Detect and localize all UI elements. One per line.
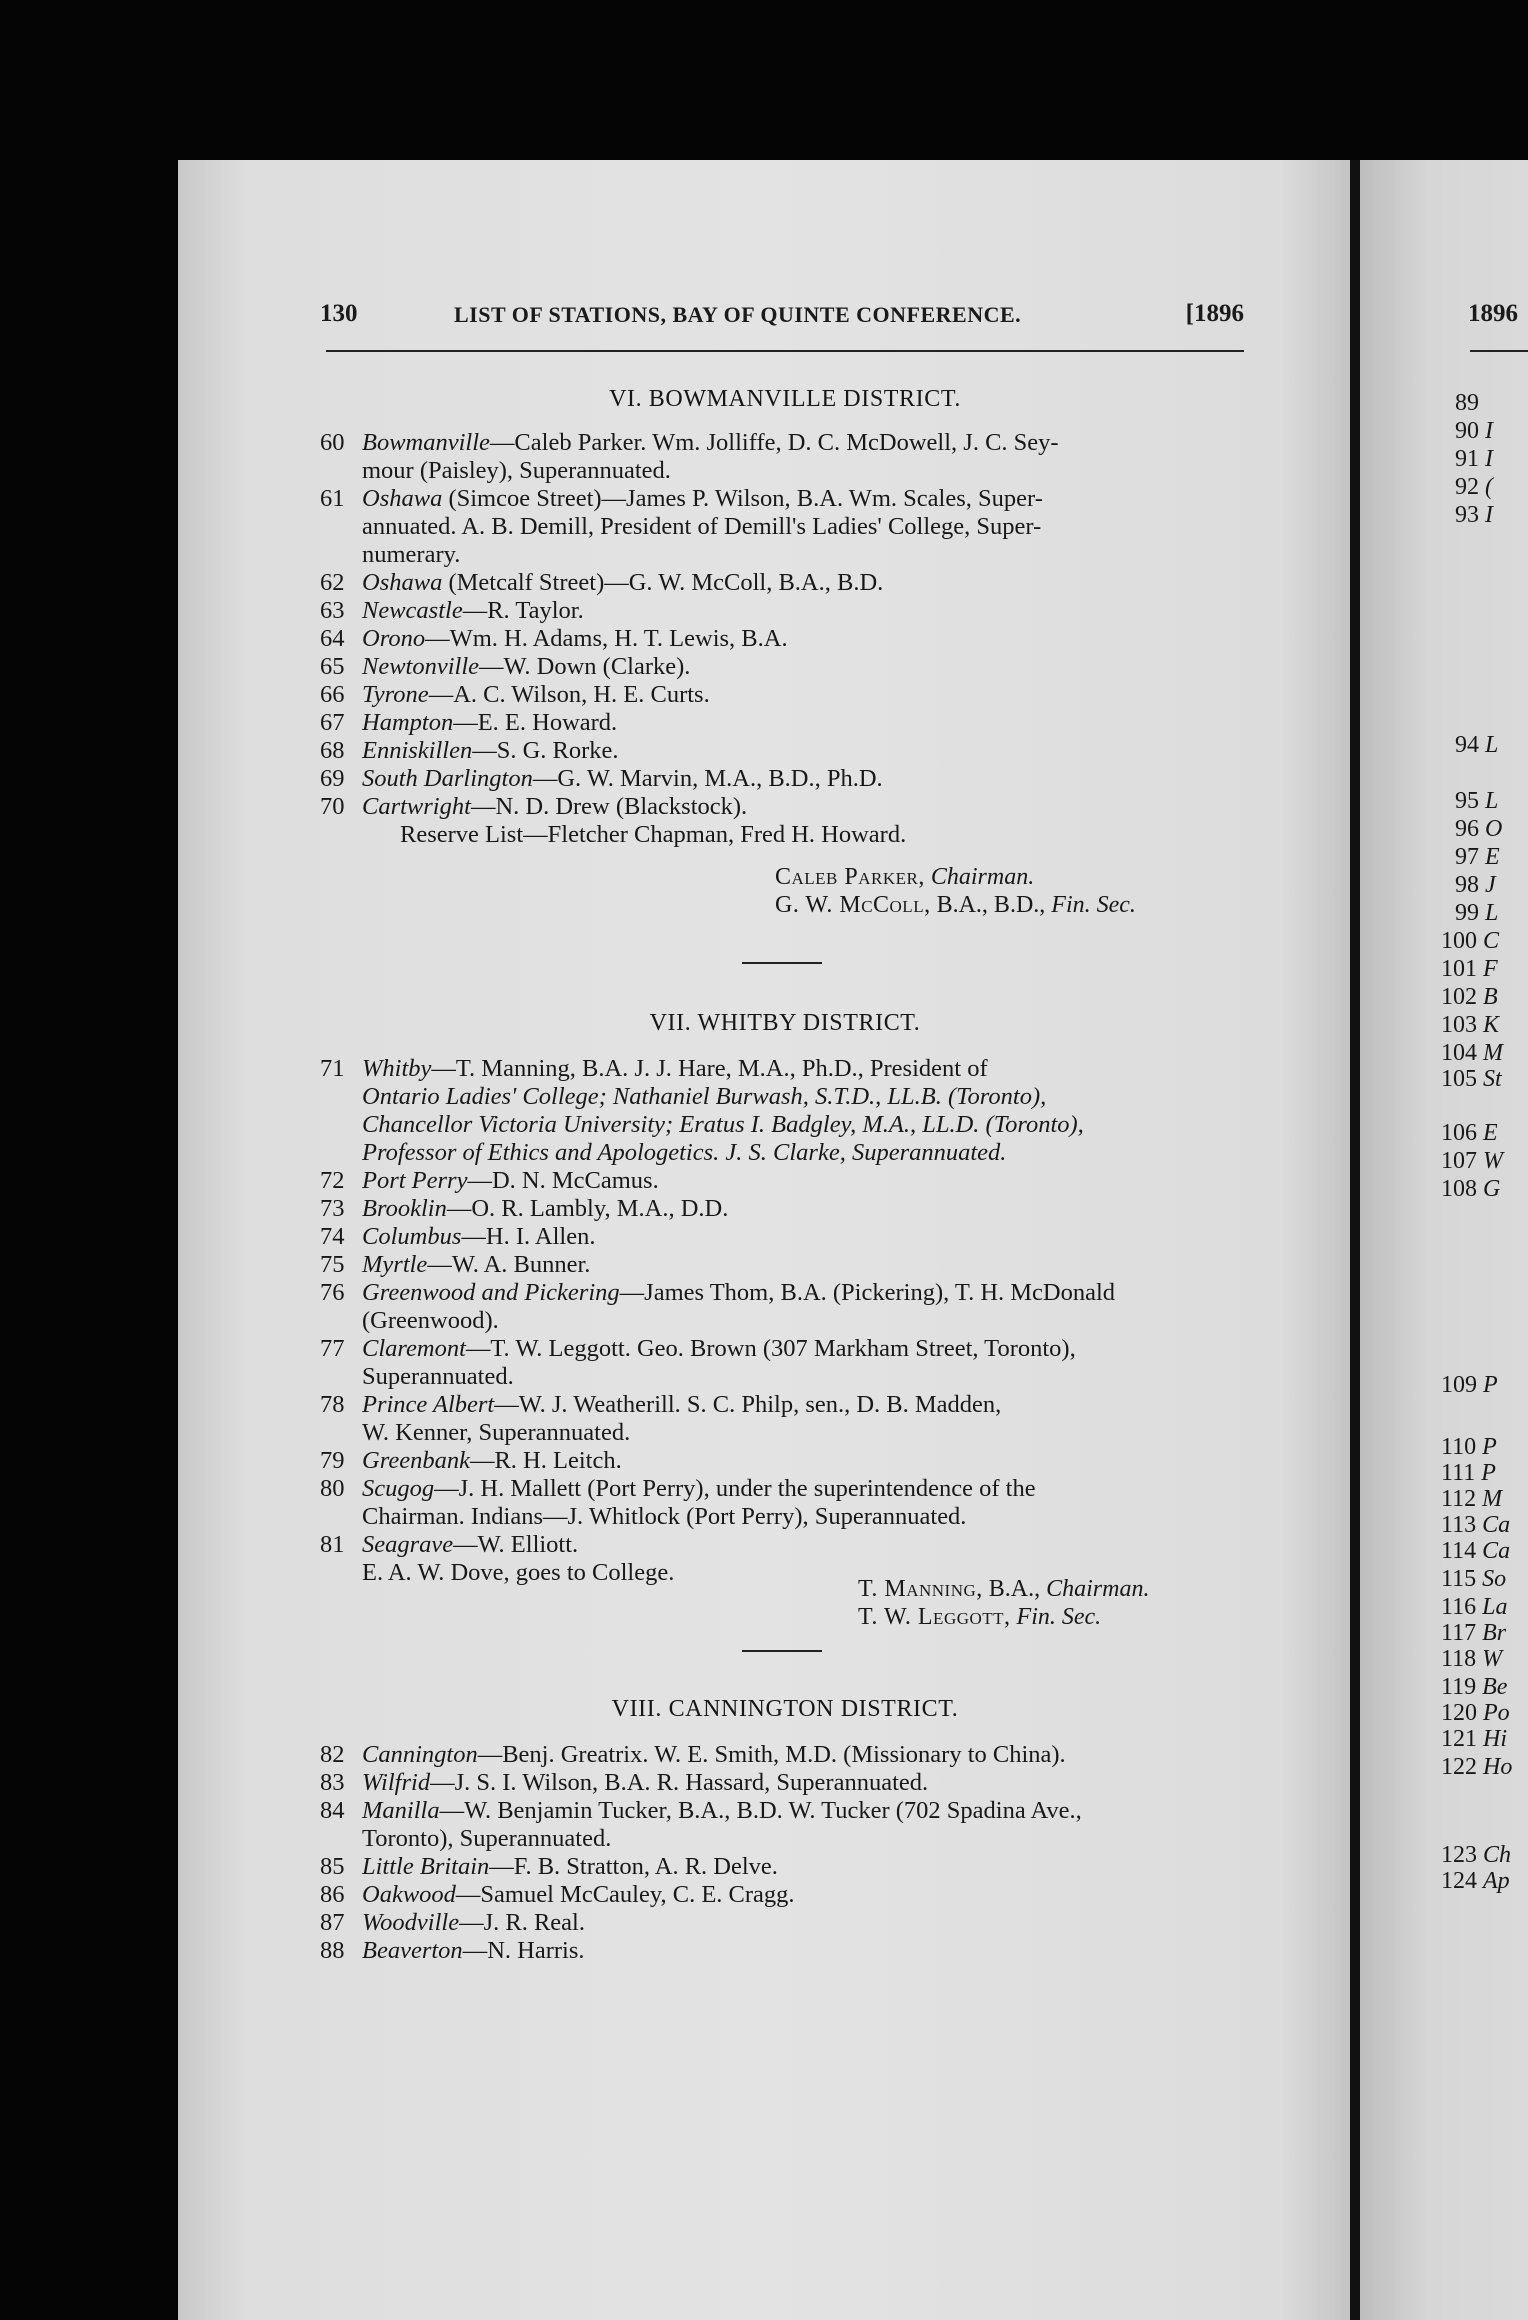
entry-number: 60 bbox=[320, 429, 345, 456]
entry bbox=[320, 1168, 1248, 1194]
facing-entry bbox=[1441, 1486, 1502, 1513]
facing-entry-number: 91 bbox=[1455, 446, 1485, 472]
entry-number: 87 bbox=[320, 1909, 345, 1936]
fin-sec-name: T. W. Leggott, bbox=[858, 1604, 1011, 1630]
facing-entry-fragment: P bbox=[1481, 1460, 1496, 1486]
facing-entry bbox=[1441, 1646, 1502, 1673]
station-name: Whitby bbox=[362, 1055, 432, 1082]
entry-number: 85 bbox=[320, 1853, 345, 1880]
facing-entry-number: 104 bbox=[1441, 1040, 1483, 1066]
entry bbox=[320, 570, 1248, 596]
entry-text: —W. J. Weatherill. S. C. Philp, sen., D. B. Madden, bbox=[494, 1391, 1002, 1418]
facing-entry-number: 98 bbox=[1455, 872, 1485, 898]
facing-entry bbox=[1455, 788, 1498, 815]
station-name: Beaverton bbox=[362, 1937, 463, 1964]
facing-entry-fragment: Ca bbox=[1482, 1512, 1511, 1538]
chairman-degrees: B.A., bbox=[988, 1576, 1041, 1602]
running-head bbox=[320, 300, 1244, 338]
facing-entry-number: 101 bbox=[1441, 956, 1483, 982]
entry-continuation: mour (Paisley), Superannuated. bbox=[362, 457, 671, 484]
entry-number: 84 bbox=[320, 1797, 345, 1824]
facing-entry-fragment: L bbox=[1485, 788, 1499, 814]
entry bbox=[320, 654, 1248, 680]
entry-number: 77 bbox=[320, 1335, 345, 1362]
entry-number: 71 bbox=[320, 1055, 345, 1082]
facing-entry bbox=[1441, 1674, 1507, 1701]
entry-text: —R. H. Leitch. bbox=[469, 1447, 622, 1474]
station-name: Manilla bbox=[362, 1797, 440, 1824]
entry-number: 64 bbox=[320, 625, 345, 652]
entry-number: 66 bbox=[320, 681, 345, 708]
facing-entry-fragment: E bbox=[1483, 1120, 1498, 1146]
facing-entry bbox=[1441, 1700, 1510, 1727]
facing-entry-fragment: La bbox=[1482, 1594, 1508, 1620]
entry-text: (Simcoe Street)—James P. Wilson, B.A. Wm. Scales, Super- bbox=[442, 485, 1043, 512]
entry-continuation: Ontario Ladies' College; Nathaniel Burwash, S.T.D., LL.B. (Toronto), bbox=[362, 1083, 1047, 1110]
facing-entry-number: 122 bbox=[1441, 1754, 1483, 1780]
station-name: Cartwright bbox=[362, 793, 471, 820]
facing-entry-number: 96 bbox=[1455, 816, 1485, 842]
entry-text: —R. Taylor. bbox=[462, 597, 584, 624]
facing-entry-fragment: J bbox=[1485, 872, 1496, 898]
station-name: Brooklin bbox=[362, 1195, 447, 1222]
running-title: LIST OF STATIONS, BAY OF QUINTE CONFERENCE. bbox=[454, 302, 1022, 327]
station-name: Tyrone bbox=[362, 681, 429, 708]
page-gutter bbox=[1350, 160, 1360, 2320]
section-heading: VII. WHITBY DISTRICT. bbox=[649, 1010, 921, 1036]
facing-entry-number: 106 bbox=[1441, 1120, 1483, 1146]
facing-entry-number: 92 bbox=[1455, 474, 1485, 500]
facing-entry-number: 93 bbox=[1455, 502, 1485, 528]
facing-entry bbox=[1455, 418, 1493, 445]
station-name: Oshawa bbox=[362, 569, 443, 596]
entry-continuation: Chairman. Indians—J. Whitlock (Port Perry), Superannuated. bbox=[362, 1503, 967, 1530]
entry-text: —W. Down (Clarke). bbox=[479, 653, 691, 680]
facing-entry-number: 118 bbox=[1441, 1646, 1483, 1672]
entry-text: —Benj. Greatrix. W. E. Smith, M.D. (Missionary to China). bbox=[477, 1741, 1066, 1768]
facing-entry-fragment: E bbox=[1485, 844, 1500, 870]
station-name: Orono bbox=[362, 625, 426, 652]
entry bbox=[320, 626, 1248, 652]
facing-entry-number: 110 bbox=[1441, 1434, 1483, 1460]
entry bbox=[320, 1938, 1248, 1964]
facing-header-rule bbox=[1470, 350, 1528, 352]
entry-number: 88 bbox=[320, 1937, 345, 1964]
facing-entry-fragment: Po bbox=[1483, 1700, 1510, 1726]
facing-page-year: 1896 bbox=[1468, 300, 1518, 327]
station-name: South Darlington bbox=[362, 765, 533, 792]
entry-number: 80 bbox=[320, 1475, 345, 1502]
facing-entry bbox=[1441, 1754, 1512, 1781]
facing-entry bbox=[1441, 1726, 1507, 1753]
entry bbox=[320, 682, 1248, 708]
entry-text: —E. E. Howard. bbox=[453, 709, 618, 736]
facing-entry-number: 121 bbox=[1441, 1726, 1483, 1752]
header-rule bbox=[326, 350, 1244, 352]
fin-sec-title: Fin. Sec. bbox=[1051, 892, 1136, 918]
facing-entry bbox=[1455, 732, 1498, 759]
entry-number: 79 bbox=[320, 1447, 345, 1474]
fin-sec-signature bbox=[858, 1604, 1101, 1631]
station-name: Myrtle bbox=[362, 1251, 428, 1278]
facing-entry bbox=[1441, 1176, 1500, 1203]
entry-text: —T. Manning, B.A. J. J. Hare, M.A., Ph.D., President of bbox=[431, 1055, 988, 1082]
facing-entry-number: 119 bbox=[1441, 1674, 1483, 1700]
entry-text: —F. B. Stratton, A. R. Delve. bbox=[489, 1853, 778, 1880]
station-name: Claremont bbox=[362, 1335, 466, 1362]
station-name: Hampton bbox=[362, 709, 454, 736]
facing-entry bbox=[1441, 1842, 1511, 1869]
facing-entry-fragment: G bbox=[1483, 1176, 1501, 1202]
facing-entry-fragment: L bbox=[1485, 900, 1499, 926]
facing-entry-number: 116 bbox=[1441, 1594, 1483, 1620]
facing-entry bbox=[1441, 1012, 1499, 1039]
facing-entry-fragment: L bbox=[1485, 732, 1499, 758]
facing-entry-fragment: M bbox=[1483, 1040, 1503, 1066]
entry bbox=[320, 486, 1248, 512]
entry-text: —W. A. Bunner. bbox=[427, 1251, 591, 1278]
facing-entry-fragment: Ca bbox=[1482, 1538, 1511, 1564]
station-name: Little Britain bbox=[362, 1853, 490, 1880]
facing-entry bbox=[1441, 984, 1498, 1011]
reserve-list: E. A. W. Dove, goes to College. bbox=[362, 1559, 675, 1586]
facing-entry-fragment: St bbox=[1483, 1066, 1502, 1092]
entry-continuation: Superannuated. bbox=[362, 1363, 514, 1390]
entry-text: —T. W. Leggott. Geo. Brown (307 Markham Street, Toronto), bbox=[465, 1335, 1076, 1362]
entry-text: —D. N. McCamus. bbox=[467, 1167, 659, 1194]
facing-entry bbox=[1441, 1434, 1497, 1461]
facing-entry-number: 120 bbox=[1441, 1700, 1483, 1726]
facing-entry-fragment: W bbox=[1483, 1148, 1503, 1174]
chairman-signature bbox=[775, 864, 1034, 891]
facing-entry-fragment: Ch bbox=[1483, 1842, 1512, 1868]
facing-entry-fragment: F bbox=[1483, 956, 1498, 982]
fin-sec-signature bbox=[775, 892, 1136, 919]
chairman-title: Chairman. bbox=[930, 864, 1035, 890]
facing-entry-fragment: Ho bbox=[1483, 1754, 1513, 1780]
facing-entry-number: 115 bbox=[1441, 1566, 1483, 1592]
facing-entry-fragment: I bbox=[1485, 446, 1493, 472]
entry-number: 70 bbox=[320, 793, 345, 820]
entry-continuation: W. Kenner, Superannuated. bbox=[362, 1419, 631, 1446]
entry bbox=[320, 1910, 1248, 1936]
facing-entry-number: 112 bbox=[1441, 1486, 1483, 1512]
station-name: Port Perry bbox=[362, 1167, 468, 1194]
chairman-title: Chairman. bbox=[1046, 1576, 1150, 1602]
facing-entry-fragment: Ap bbox=[1483, 1868, 1510, 1894]
facing-entry bbox=[1455, 900, 1498, 927]
station-name: Enniskillen bbox=[362, 737, 473, 764]
fin-sec-name: G. W. McColl, bbox=[775, 892, 931, 918]
entry bbox=[320, 1280, 1248, 1306]
facing-entry-number: 107 bbox=[1441, 1148, 1483, 1174]
facing-entry bbox=[1441, 1066, 1502, 1093]
facing-entry-fragment: I bbox=[1485, 502, 1493, 528]
entry-text: —J. R. Real. bbox=[459, 1909, 585, 1936]
facing-entry-fragment: P bbox=[1483, 1372, 1498, 1398]
section-heading: VIII. CANNINGTON DISTRICT. bbox=[611, 1696, 959, 1722]
chairman-name: T. Manning, bbox=[858, 1576, 983, 1602]
entry-text: —H. I. Allen. bbox=[461, 1223, 596, 1250]
section-heading: VI. BOWMANVILLE DISTRICT. bbox=[609, 386, 961, 412]
facing-entry-fragment: P bbox=[1482, 1434, 1497, 1460]
facing-entry-fragment: I bbox=[1485, 418, 1493, 444]
facing-entry bbox=[1455, 446, 1493, 473]
entry bbox=[320, 794, 1248, 820]
facing-entry-fragment: C bbox=[1483, 928, 1500, 954]
facing-entry-number: 99 bbox=[1455, 900, 1485, 926]
facing-entry-fragment: Be bbox=[1482, 1674, 1508, 1700]
entry bbox=[320, 1476, 1248, 1502]
entry bbox=[320, 766, 1248, 792]
facing-entry-number: 94 bbox=[1455, 732, 1485, 758]
entry-number: 75 bbox=[320, 1251, 345, 1278]
facing-entry-number: 123 bbox=[1441, 1842, 1483, 1868]
entry-number: 81 bbox=[320, 1531, 345, 1558]
facing-entry bbox=[1441, 1372, 1498, 1399]
facing-entry-fragment: B bbox=[1483, 984, 1498, 1010]
entry-text: —S. G. Rorke. bbox=[472, 737, 619, 764]
entry-number: 74 bbox=[320, 1223, 345, 1250]
entry-number: 83 bbox=[320, 1769, 345, 1796]
entry-text: —O. R. Lambly, M.A., D.D. bbox=[446, 1195, 729, 1222]
station-name: Greenwood and Pickering bbox=[362, 1279, 620, 1306]
station-name: Oshawa bbox=[362, 485, 443, 512]
entry bbox=[320, 1882, 1248, 1908]
entry-continuation: annuated. A. B. Demill, President of Demill's Ladies' College, Super- bbox=[362, 513, 1042, 540]
reserve-list: Reserve List—Fletcher Chapman, Fred H. Howard. bbox=[400, 821, 907, 848]
facing-entry bbox=[1455, 474, 1493, 501]
entry-text: —N. D. Drew (Blackstock). bbox=[470, 793, 748, 820]
facing-entry-fragment: So bbox=[1482, 1566, 1507, 1592]
entry-continuation: Toronto), Superannuated. bbox=[362, 1825, 612, 1852]
facing-entry-fragment: W bbox=[1482, 1646, 1503, 1672]
station-name: Scugog bbox=[362, 1475, 435, 1502]
entry bbox=[320, 1854, 1248, 1880]
entry-text: —J. H. Mallett (Port Perry), under the superintendence of the bbox=[434, 1475, 1036, 1502]
entry-text: —Caleb Parker. Wm. Jolliffe, D. C. McDowell, J. C. Sey- bbox=[489, 429, 1059, 456]
facing-entry bbox=[1441, 1040, 1503, 1067]
facing-entry-number: 108 bbox=[1441, 1176, 1483, 1202]
facing-entry-fragment: M bbox=[1482, 1486, 1503, 1512]
chairman-name: Caleb Parker, bbox=[775, 864, 925, 890]
station-name: Newtonville bbox=[362, 653, 480, 680]
facing-entry bbox=[1441, 1538, 1510, 1565]
entry bbox=[320, 1448, 1248, 1474]
station-name: Bowmanville bbox=[362, 429, 490, 456]
entry-number: 68 bbox=[320, 737, 345, 764]
facing-entry-fragment: O bbox=[1485, 816, 1503, 842]
station-name: Cannington bbox=[362, 1741, 478, 1768]
facing-entry bbox=[1441, 1620, 1506, 1647]
facing-entry-number: 105 bbox=[1441, 1066, 1483, 1092]
facing-entry-fragment: Br bbox=[1482, 1620, 1507, 1646]
entry bbox=[320, 598, 1248, 624]
entry-number: 82 bbox=[320, 1741, 345, 1768]
entry-number: 86 bbox=[320, 1881, 345, 1908]
entry-number: 78 bbox=[320, 1391, 345, 1418]
station-name: Seagrave bbox=[362, 1531, 454, 1558]
entry bbox=[320, 710, 1248, 736]
entry-text: —J. S. I. Wilson, B.A. R. Hassard, Superannuated. bbox=[430, 1769, 929, 1796]
entry-text: —A. C. Wilson, H. E. Curts. bbox=[428, 681, 710, 708]
facing-entry-number: 113 bbox=[1441, 1512, 1483, 1538]
facing-entry-number: 90 bbox=[1455, 418, 1485, 444]
entry bbox=[320, 1224, 1248, 1250]
entry bbox=[320, 1770, 1248, 1796]
facing-entry-number: 114 bbox=[1441, 1538, 1483, 1564]
entry-number: 73 bbox=[320, 1195, 345, 1222]
entry bbox=[320, 1742, 1248, 1768]
entry bbox=[320, 1252, 1248, 1278]
station-name: Columbus bbox=[362, 1223, 462, 1250]
facing-entry bbox=[1455, 872, 1496, 899]
running-year: [1896 bbox=[1185, 300, 1244, 327]
facing-entry bbox=[1441, 1868, 1510, 1895]
entry-number: 72 bbox=[320, 1167, 345, 1194]
entry-text: —G. W. Marvin, M.A., B.D., Ph.D. bbox=[532, 765, 883, 792]
entry-number: 62 bbox=[320, 569, 345, 596]
entry-number: 65 bbox=[320, 653, 345, 680]
entry-number: 69 bbox=[320, 765, 345, 792]
station-name: Prince Albert bbox=[362, 1391, 495, 1418]
entry-text: —W. Benjamin Tucker, B.A., B.D. W. Tucker (702 Spadina Ave., bbox=[439, 1797, 1082, 1824]
facing-entry bbox=[1455, 816, 1502, 843]
station-name: Oakwood bbox=[362, 1881, 456, 1908]
entry bbox=[320, 738, 1248, 764]
entry-text: (Metcalf Street)—G. W. McColl, B.A., B.D. bbox=[442, 569, 884, 596]
station-name: Wilfrid bbox=[362, 1769, 431, 1796]
entry bbox=[320, 1196, 1248, 1222]
facing-entry-number: 97 bbox=[1455, 844, 1485, 870]
facing-entry bbox=[1441, 1120, 1498, 1147]
entry-text: —N. Harris. bbox=[462, 1937, 585, 1964]
facing-entry-number: 102 bbox=[1441, 984, 1483, 1010]
entry bbox=[320, 1798, 1248, 1824]
facing-entry-number: 109 bbox=[1441, 1372, 1483, 1398]
facing-entry bbox=[1441, 1148, 1503, 1175]
station-name: Newcastle bbox=[362, 597, 463, 624]
facing-entry bbox=[1441, 1594, 1507, 1621]
facing-entry-number: 103 bbox=[1441, 1012, 1483, 1038]
entry-continuation: Chancellor Victoria University; Eratus I. Badgley, M.A., LL.D. (Toronto), bbox=[362, 1111, 1084, 1138]
entry-text: —Samuel McCauley, C. E. Cragg. bbox=[455, 1881, 795, 1908]
facing-entry-number: 89 bbox=[1455, 390, 1479, 416]
entry bbox=[320, 1532, 1248, 1558]
chairman-signature bbox=[858, 1576, 1149, 1603]
entry-continuation: (Greenwood). bbox=[362, 1307, 499, 1334]
facing-entry bbox=[1441, 1566, 1506, 1593]
facing-entry bbox=[1441, 1460, 1496, 1487]
facing-entry-fragment: ( bbox=[1485, 474, 1493, 500]
entry-continuation: Professor of Ethics and Apologetics. J. S. Clarke, Superannuated. bbox=[362, 1139, 1007, 1166]
entry bbox=[320, 1056, 1248, 1082]
facing-entry-number: 100 bbox=[1441, 928, 1483, 954]
entry-text: —W. Elliott. bbox=[453, 1531, 579, 1558]
entry-text: —James Thom, B.A. (Pickering), T. H. McDonald bbox=[619, 1279, 1116, 1306]
entry-text: —Wm. H. Adams, H. T. Lewis, B.A. bbox=[425, 625, 788, 652]
facing-entry bbox=[1455, 844, 1500, 871]
fin-sec-degrees: B.A., B.D., bbox=[936, 892, 1046, 918]
facing-entry-number: 124 bbox=[1441, 1868, 1483, 1894]
right-page bbox=[1360, 160, 1528, 2320]
facing-entry bbox=[1441, 928, 1499, 955]
facing-entry-number: 117 bbox=[1441, 1620, 1483, 1646]
facing-entry bbox=[1455, 390, 1479, 417]
page-number: 130 bbox=[320, 300, 358, 327]
facing-entry-fragment: Hi bbox=[1483, 1726, 1507, 1752]
facing-entry bbox=[1455, 502, 1493, 529]
entry-continuation: numerary. bbox=[362, 541, 461, 568]
facing-entry-number: 111 bbox=[1441, 1460, 1482, 1486]
section-divider bbox=[742, 1650, 822, 1652]
entry bbox=[320, 1392, 1248, 1418]
entry-number: 67 bbox=[320, 709, 345, 736]
facing-entry-fragment: K bbox=[1483, 1012, 1500, 1038]
station-name: Woodville bbox=[362, 1909, 460, 1936]
station-name: Greenbank bbox=[362, 1447, 470, 1474]
entry-number: 63 bbox=[320, 597, 345, 624]
section-divider bbox=[742, 962, 822, 964]
facing-entry bbox=[1441, 956, 1498, 983]
facing-entry bbox=[1441, 1512, 1510, 1539]
entry-number: 61 bbox=[320, 485, 345, 512]
facing-entry-number: 95 bbox=[1455, 788, 1485, 814]
entry bbox=[320, 430, 1248, 456]
entry bbox=[320, 1336, 1248, 1362]
fin-sec-title: Fin. Sec. bbox=[1016, 1604, 1102, 1630]
entry-number: 76 bbox=[320, 1279, 345, 1306]
